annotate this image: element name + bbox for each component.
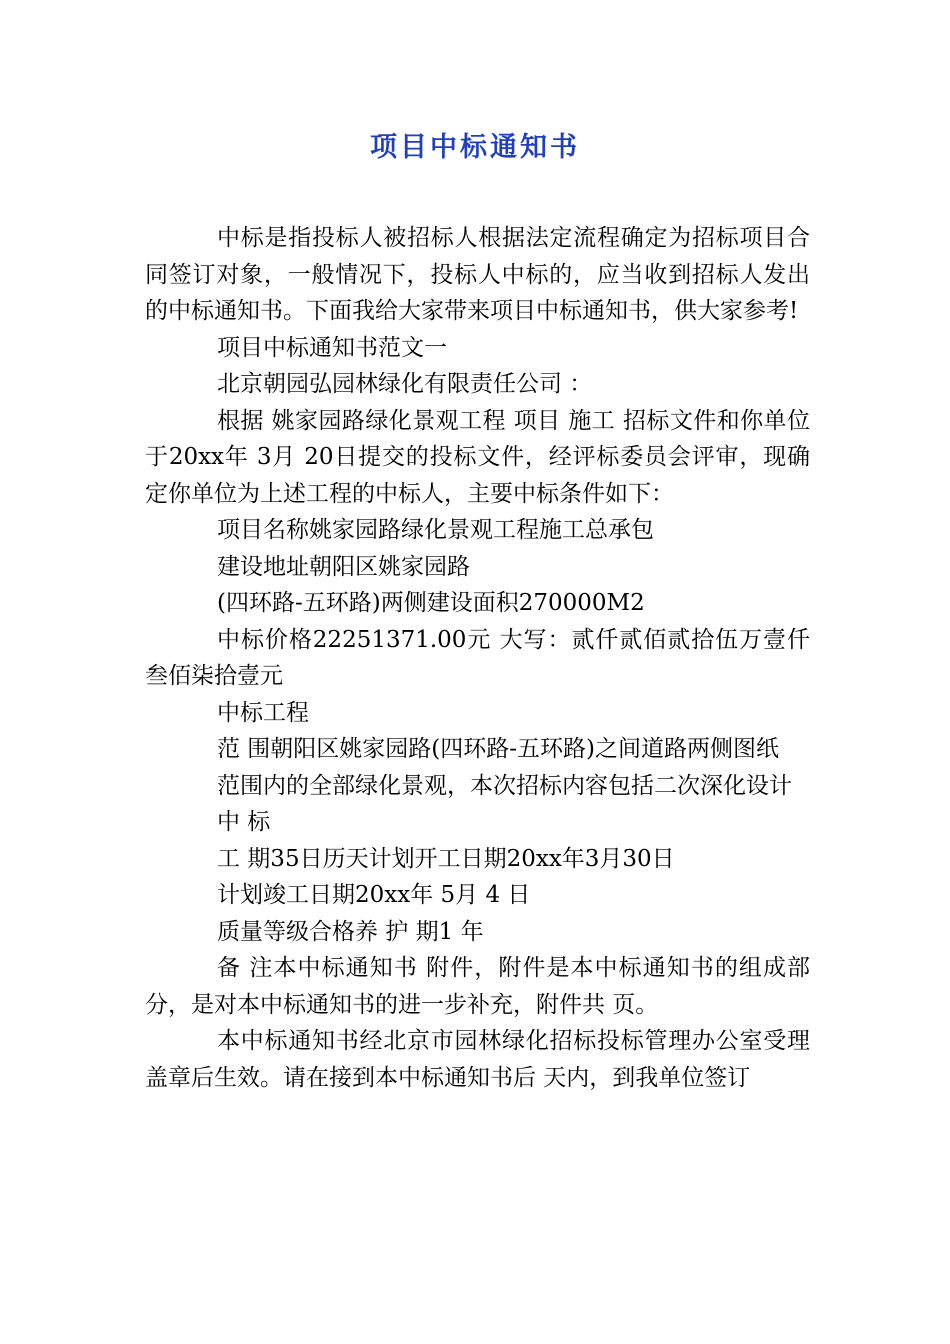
paragraph-schedule-end: 计划竣工日期20xx年 5月 4 日: [217, 882, 531, 908]
paragraph-basis: 根据 姚家园路绿化景观工程 项目 施工 招标文件和你单位于20xx年 3月 20日提交的投标文件，经评标委员会评审，现确定你单位为上述工程的中标人，主要中标条件如下：: [145, 407, 810, 507]
paragraph-recipient: 北京朝园弘园林绿化有限责任公司 ：: [217, 371, 593, 397]
paragraph-area: (四环路-五环路)两侧建设面积270000M2: [217, 590, 645, 616]
paragraph-winning-project: 中标工程: [217, 699, 309, 726]
paragraph-site-address: 建设地址朝阳区姚家园路: [217, 553, 470, 580]
paragraph-price: 中标价格22251371.00元 大写：贰仟贰佰贰拾伍万壹仟叁佰柒拾壹元: [145, 626, 810, 689]
paragraph-sample-heading: 项目中标通知书范文一: [217, 334, 447, 361]
paragraph-scope-detail: 范围内的全部绿化景观，本次招标内容包括二次深化设计: [217, 772, 792, 799]
paragraph-intro: 中标是指投标人被招标人根据法定流程确定为招标项目合同签订对象，一般情况下，投标人中标的，应当收到招标人发出的中标通知书。下面我给大家带来项目中标通知书，供大家参考!: [145, 225, 810, 324]
document-body: [145, 220, 810, 1096]
document-title: 项目中标通知书: [370, 132, 580, 163]
paragraph-effect: 本中标通知书经北京市园林绿化招标投标管理办公室受理盖章后生效。请在接到本中标通知书后 天内，到我单位签订: [145, 1028, 810, 1091]
paragraph-scope: 范 围朝阳区姚家园路(四环路-五环路)之间道路两侧图纸: [217, 736, 780, 762]
paragraph-remarks: 备 注本中标通知书 附件，附件是本中标通知书的组成部分，是对本中标通知书的进一步补充，附件共 页。: [145, 955, 810, 1018]
paragraph-project-name: 项目名称姚家园路绿化景观工程施工总承包: [217, 517, 654, 543]
paragraph-schedule-start: 工 期35日历天计划开工日期20xx年3月30日: [217, 845, 675, 872]
paragraph-winning: 中 标: [217, 809, 271, 835]
paragraph-quality: 质量等级合格养 护 期1 年: [217, 918, 484, 945]
